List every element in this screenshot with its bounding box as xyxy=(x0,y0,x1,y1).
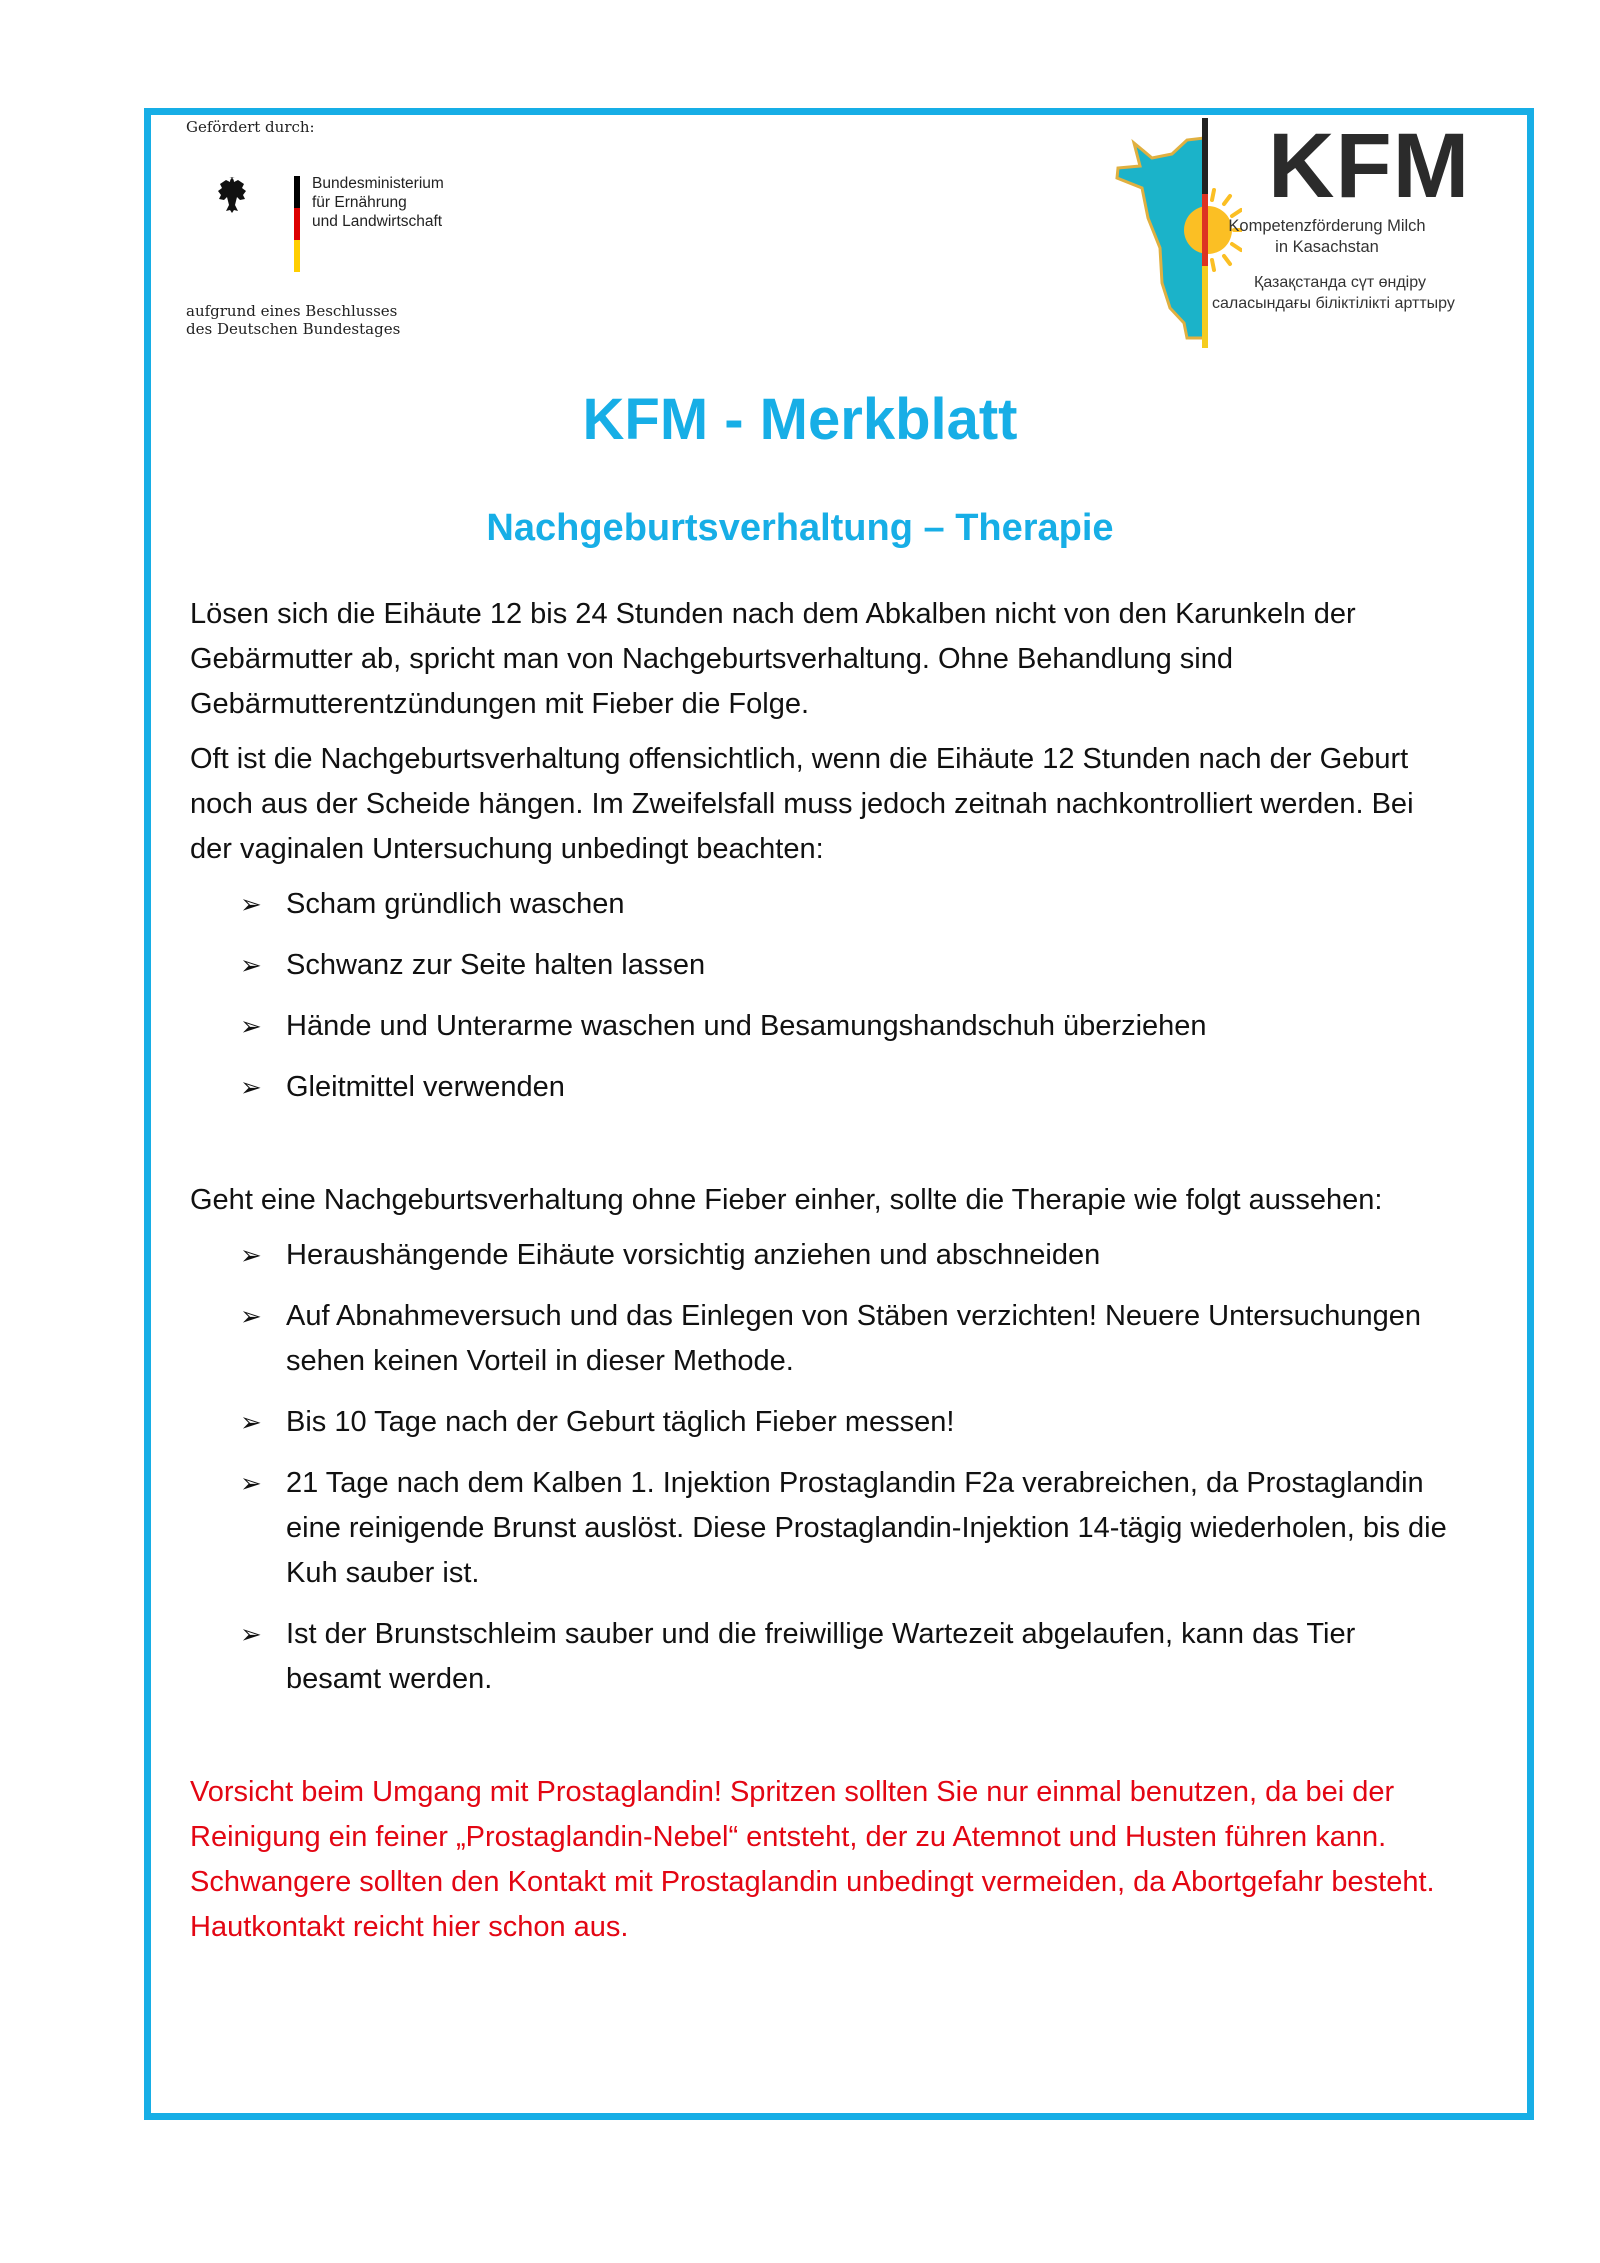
german-flag-bar xyxy=(294,176,300,272)
list-item xyxy=(190,943,1450,988)
list-item-text: Ist der Brunstschleim sauber und die freiwillige Wartezeit abgelaufen, kann das Tier besamt werden. xyxy=(286,1618,1356,1695)
arrowhead-right-icon: ➢ xyxy=(240,950,262,980)
list-item xyxy=(190,1461,1450,1596)
therapy-intro: Geht eine Nachgeburtsverhaltung ohne Fieber einher, sollte die Therapie wie folgt aussehen: xyxy=(190,1184,1383,1216)
therapy-steps-list xyxy=(190,1233,1450,1702)
kfm-subtitle xyxy=(1212,216,1442,258)
arrowhead-right-icon: ➢ xyxy=(240,889,262,919)
page-title: KFM - Merkblatt xyxy=(582,387,1018,452)
prostaglandin-warning: Vorsicht beim Umgang mit Prostaglandin! Spritzen sollten Sie nur einmal benutzen, da bei der Reinigung ein feiner „Prostaglandin-Nebel“ entsteht, der zu Atemnot und Husten führen kann. Schwangere sollten den Kontakt mit Prostaglandin unbedingt vermeiden, da Abortgefahr besteht. Hautkontakt reicht hier schon aus. xyxy=(190,1776,1435,1943)
exam-steps-list xyxy=(190,882,1450,1110)
spacer xyxy=(190,1718,1450,1770)
kfm-acronym: KFM xyxy=(1268,115,1471,217)
list-item xyxy=(190,1612,1450,1702)
arrowhead-right-icon: ➢ xyxy=(240,1240,262,1270)
federal-eagle-icon xyxy=(216,174,254,214)
arrowhead-right-icon: ➢ xyxy=(240,1468,262,1498)
document-body xyxy=(190,592,1450,1960)
kfm-logo xyxy=(1112,115,1532,348)
arrowhead-right-icon: ➢ xyxy=(240,1407,262,1437)
ministry-line: und Landwirtschaft xyxy=(312,213,443,230)
list-item xyxy=(190,882,1450,927)
ministry-line: Bundesministerium xyxy=(312,175,444,192)
list-item-text: Auf Abnahmeversuch und das Einlegen von Stäben verzichten! Neuere Untersuchungen sehen keinen Vorteil in dieser Methode. xyxy=(286,1300,1421,1377)
bundestag-resolution-text xyxy=(186,302,400,338)
arrowhead-right-icon: ➢ xyxy=(240,1619,262,1649)
list-item xyxy=(190,1004,1450,1049)
list-item xyxy=(190,1233,1450,1278)
funder-logo-block xyxy=(186,118,516,338)
list-item-text: Gleitmittel verwenden xyxy=(286,1071,565,1103)
resolution-line: aufgrund eines Beschlusses xyxy=(186,302,398,320)
kfm-kazakh-subtitle xyxy=(1212,272,1522,314)
list-item-text: Scham gründlich waschen xyxy=(286,888,625,920)
list-item-text: Heraushängende Eihäute vorsichtig anziehen und abschneiden xyxy=(286,1239,1101,1271)
ministry-name xyxy=(312,174,444,231)
list-item xyxy=(190,1400,1450,1445)
ministry-line: für Ernährung xyxy=(312,194,407,211)
bmel-logo xyxy=(216,170,496,270)
intro-paragraph: Oft ist die Nachgeburtsverhaltung offensichtlich, wenn die Eihäute 12 Stunden nach der Geburt noch aus der Scheide hängen. Im Zweifelsfall muss jedoch zeitnah nachkontrolliert werden. Bei der vaginalen Untersuchung unbedingt beachten: xyxy=(190,743,1414,865)
kfm-kazakh-line: саласындағы біліктілікті арттыру xyxy=(1212,295,1455,312)
arrowhead-right-icon: ➢ xyxy=(240,1072,262,1102)
list-item-text: Hände und Unterarme waschen und Besamungshandschuh überziehen xyxy=(286,1010,1207,1042)
page-subtitle: Nachgeburtsverhaltung – Therapie xyxy=(486,507,1114,549)
list-item-text: Bis 10 Tage nach der Geburt täglich Fieber messen! xyxy=(286,1406,955,1438)
arrowhead-right-icon: ➢ xyxy=(240,1301,262,1331)
kfm-subtitle-line: in Kasachstan xyxy=(1275,238,1379,256)
resolution-line: des Deutschen Bundestages xyxy=(186,320,401,338)
intro-paragraph: Lösen sich die Eihäute 12 bis 24 Stunden nach dem Abkalben nicht von den Karunkeln der Gebärmutter ab, spricht man von Nachgeburtsverhaltung. Ohne Behandlung sind Gebärmutterentzündungen mit Fieber die Folge. xyxy=(190,598,1356,720)
funded-by-label: Gefördert durch: xyxy=(186,118,315,136)
kfm-subtitle-line: Kompetenzförderung Milch xyxy=(1228,217,1426,235)
list-item-text: Schwanz zur Seite halten lassen xyxy=(286,949,706,981)
list-item xyxy=(190,1294,1450,1384)
list-item-text: 21 Tage nach dem Kalben 1. Injektion Prostaglandin F2a verabreichen, da Prostaglandin eine reinigende Brunst auslöst. Diese Prostaglandin-Injektion 14-tägig wiederholen, bis die Kuh sauber ist. xyxy=(286,1467,1447,1589)
list-item xyxy=(190,1065,1450,1110)
kfm-kazakh-line: Қазақстанда сүт өндіру xyxy=(1254,274,1426,291)
spacer xyxy=(190,1126,1450,1178)
arrowhead-right-icon: ➢ xyxy=(240,1011,262,1041)
